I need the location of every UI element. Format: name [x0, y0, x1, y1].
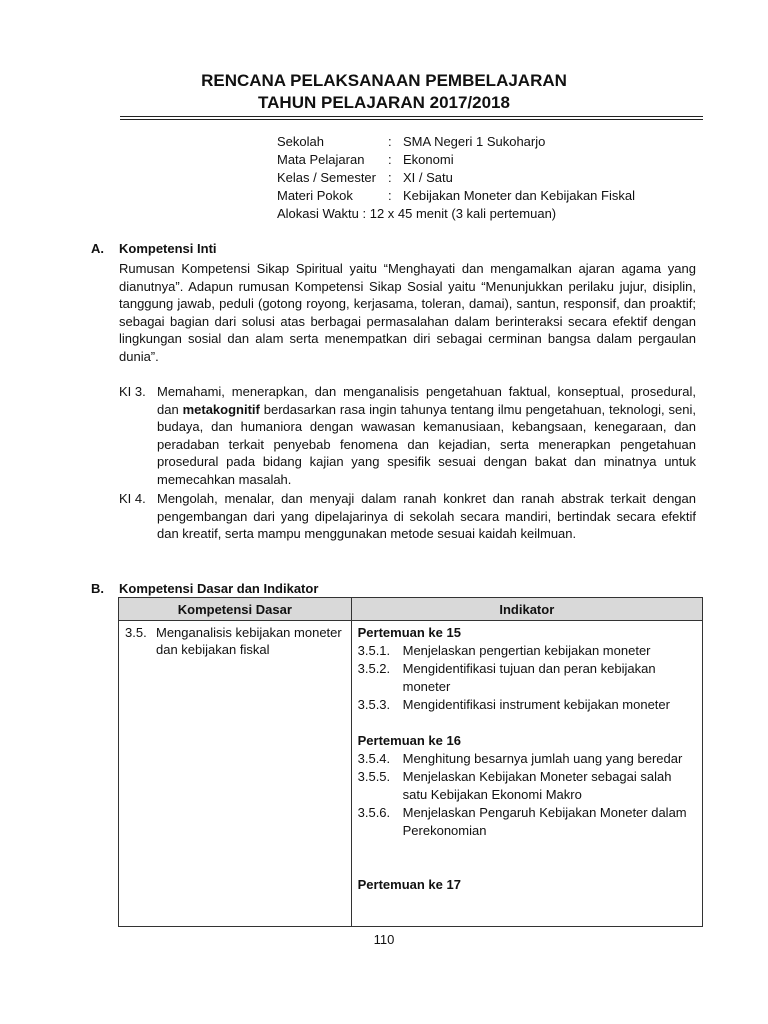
- section-a-heading: [91, 241, 217, 256]
- identity-block: [277, 133, 635, 223]
- section-letter: B.: [91, 581, 104, 596]
- ki-text-bold: metakognitif: [182, 401, 260, 417]
- indicator-number: 3.5.1.: [357, 643, 391, 658]
- page-number: 110: [373, 932, 395, 947]
- document-subtitle: TAHUN PELAJARAN 2017/2018: [258, 93, 510, 112]
- indicator-item: [358, 642, 696, 660]
- section-title: Kompetensi Inti: [119, 241, 217, 256]
- identity-colon: :: [388, 134, 392, 149]
- identity-value: SMA Negeri 1 Sukoharjo: [403, 134, 546, 149]
- alokasi-waktu: Alokasi Waktu : 12 x 45 menit (3 kali pertemuan): [277, 206, 557, 221]
- table-row: [119, 621, 703, 927]
- kompetensi-inti-paragraph: Rumusan Kompetensi Sikap Spiritual yaitu “Menghayati dan mengamalkan ajaran agama yang dianutnya”. Adapun rumusan Kompetensi Sikap Sosial yaitu “Menunjukkan perilaku jujur, disiplin, tanggung jawab, peduli (gotong royong, kerjasama, toleran, damai), santun, responsif, dan proaktif; sebagai bagian dari solusi atas berbagai permasalahan dalam berinteraksi secara efektif dengan lingkungan sosial dan alam serta menempatkan diri sebagai cerminan bangsa dalam pergaulan dunia”.: [119, 261, 696, 364]
- ki-number: KI 4.: [119, 491, 146, 506]
- identity-label: Sekolah: [277, 134, 324, 149]
- kd-indicator-table: [118, 597, 703, 927]
- identity-colon: :: [388, 152, 392, 167]
- ki-4-item: [119, 490, 696, 543]
- indicator-cell: [351, 621, 702, 927]
- section-title: Kompetensi Dasar dan Indikator: [119, 581, 319, 596]
- indicator-number: 3.5.2.: [357, 661, 391, 676]
- identity-row: [277, 169, 635, 187]
- indicator-number: 3.5.3.: [357, 697, 391, 712]
- identity-label: Kelas / Semester: [277, 170, 376, 185]
- identity-value: Ekonomi: [403, 152, 454, 167]
- indicator-number: 3.5.4.: [357, 751, 391, 766]
- identity-row: [277, 151, 635, 169]
- identity-row: [277, 133, 635, 151]
- ki-text: Mengolah, menalar, dan menyaji dalam ranah konkret dan ranah abstrak terkait dengan pengembangan dari yang dipelajarinya di sekolah secara mandiri, bertindak secara efektif dan kreatif, serta mampu menggunakan metode sesuai kaidah keilmuan.: [157, 491, 696, 541]
- table-header-row: [119, 598, 703, 621]
- title-rule-bottom: [120, 119, 703, 120]
- section-b-heading: [91, 581, 318, 596]
- spacer: [358, 840, 696, 876]
- indicator-item: [358, 660, 696, 696]
- identity-colon: :: [388, 188, 392, 203]
- indicator-text: Menjelaskan pengertian kebijakan moneter: [402, 643, 651, 658]
- indicator-item: [358, 696, 696, 714]
- indicator-number: 3.5.6.: [357, 805, 391, 820]
- meeting-heading: Pertemuan ke 17: [357, 877, 461, 892]
- kd-cell: [119, 621, 352, 927]
- indicator-text: Menjelaskan Pengaruh Kebijakan Moneter dalam Perekonomian: [402, 805, 687, 838]
- title-rule-top: [120, 116, 703, 117]
- column-header-indikator: Indikator: [351, 598, 702, 621]
- identity-colon: :: [388, 170, 392, 185]
- ki-number: KI 3.: [119, 384, 146, 399]
- meeting-heading: Pertemuan ke 16: [357, 733, 461, 748]
- ki-text: [157, 383, 696, 488]
- spacer: [358, 714, 696, 732]
- kd-entry: [125, 624, 345, 658]
- indicator-number: 3.5.5.: [357, 769, 391, 784]
- document-title: RENCANA PELAKSANAAN PEMBELAJARAN: [201, 71, 567, 90]
- kd-text: Menganalisis kebijakan moneter dan kebijakan fiskal: [156, 625, 342, 657]
- identity-label: Materi Pokok: [277, 188, 353, 203]
- meeting-heading: Pertemuan ke 15: [357, 625, 461, 640]
- section-letter: A.: [91, 241, 104, 256]
- kd-number: 3.5.: [125, 625, 147, 640]
- indicator-text: Mengidentifikasi instrument kebijakan moneter: [402, 697, 670, 712]
- ki-3-item: [119, 383, 696, 488]
- indicator-text: Menghitung besarnya jumlah uang yang beredar: [402, 751, 683, 766]
- indicator-text: Mengidentifikasi tujuan dan peran kebijakan moneter: [402, 661, 656, 694]
- identity-row: [277, 187, 635, 205]
- identity-value: Kebijakan Moneter dan Kebijakan Fiskal: [403, 188, 635, 203]
- indicator-item: [358, 768, 696, 804]
- indicator-item: [358, 750, 696, 768]
- ki-text-part: Memahami, menerapkan, dan menganalisis pengetahuan faktual, konseptual, prosedural, dan: [157, 384, 696, 417]
- column-header-kompetensi-dasar: Kompetensi Dasar: [119, 598, 352, 621]
- indicator-text: Menjelaskan Kebijakan Moneter sebagai salah satu Kebijakan Ekonomi Makro: [402, 769, 672, 802]
- ki-text-part: berdasarkan rasa ingin tahunya tentang ilmu pengetahuan, teknologi, seni, budaya, dan humaniora dengan wawasan kemanusiaan, kebangsaan, kenegaraan, dan peradaban terkait penyebab fenomena dan kejadian, serta menerapkan pengetahuan prosedural pada bidang kajian yang spesifik sesuai dengan bakat dan minatnya untuk memecahkan masalah.: [157, 401, 696, 487]
- indicator-item: [358, 804, 696, 840]
- identity-label: Mata Pelajaran: [277, 152, 365, 167]
- identity-value: XI / Satu: [403, 170, 453, 185]
